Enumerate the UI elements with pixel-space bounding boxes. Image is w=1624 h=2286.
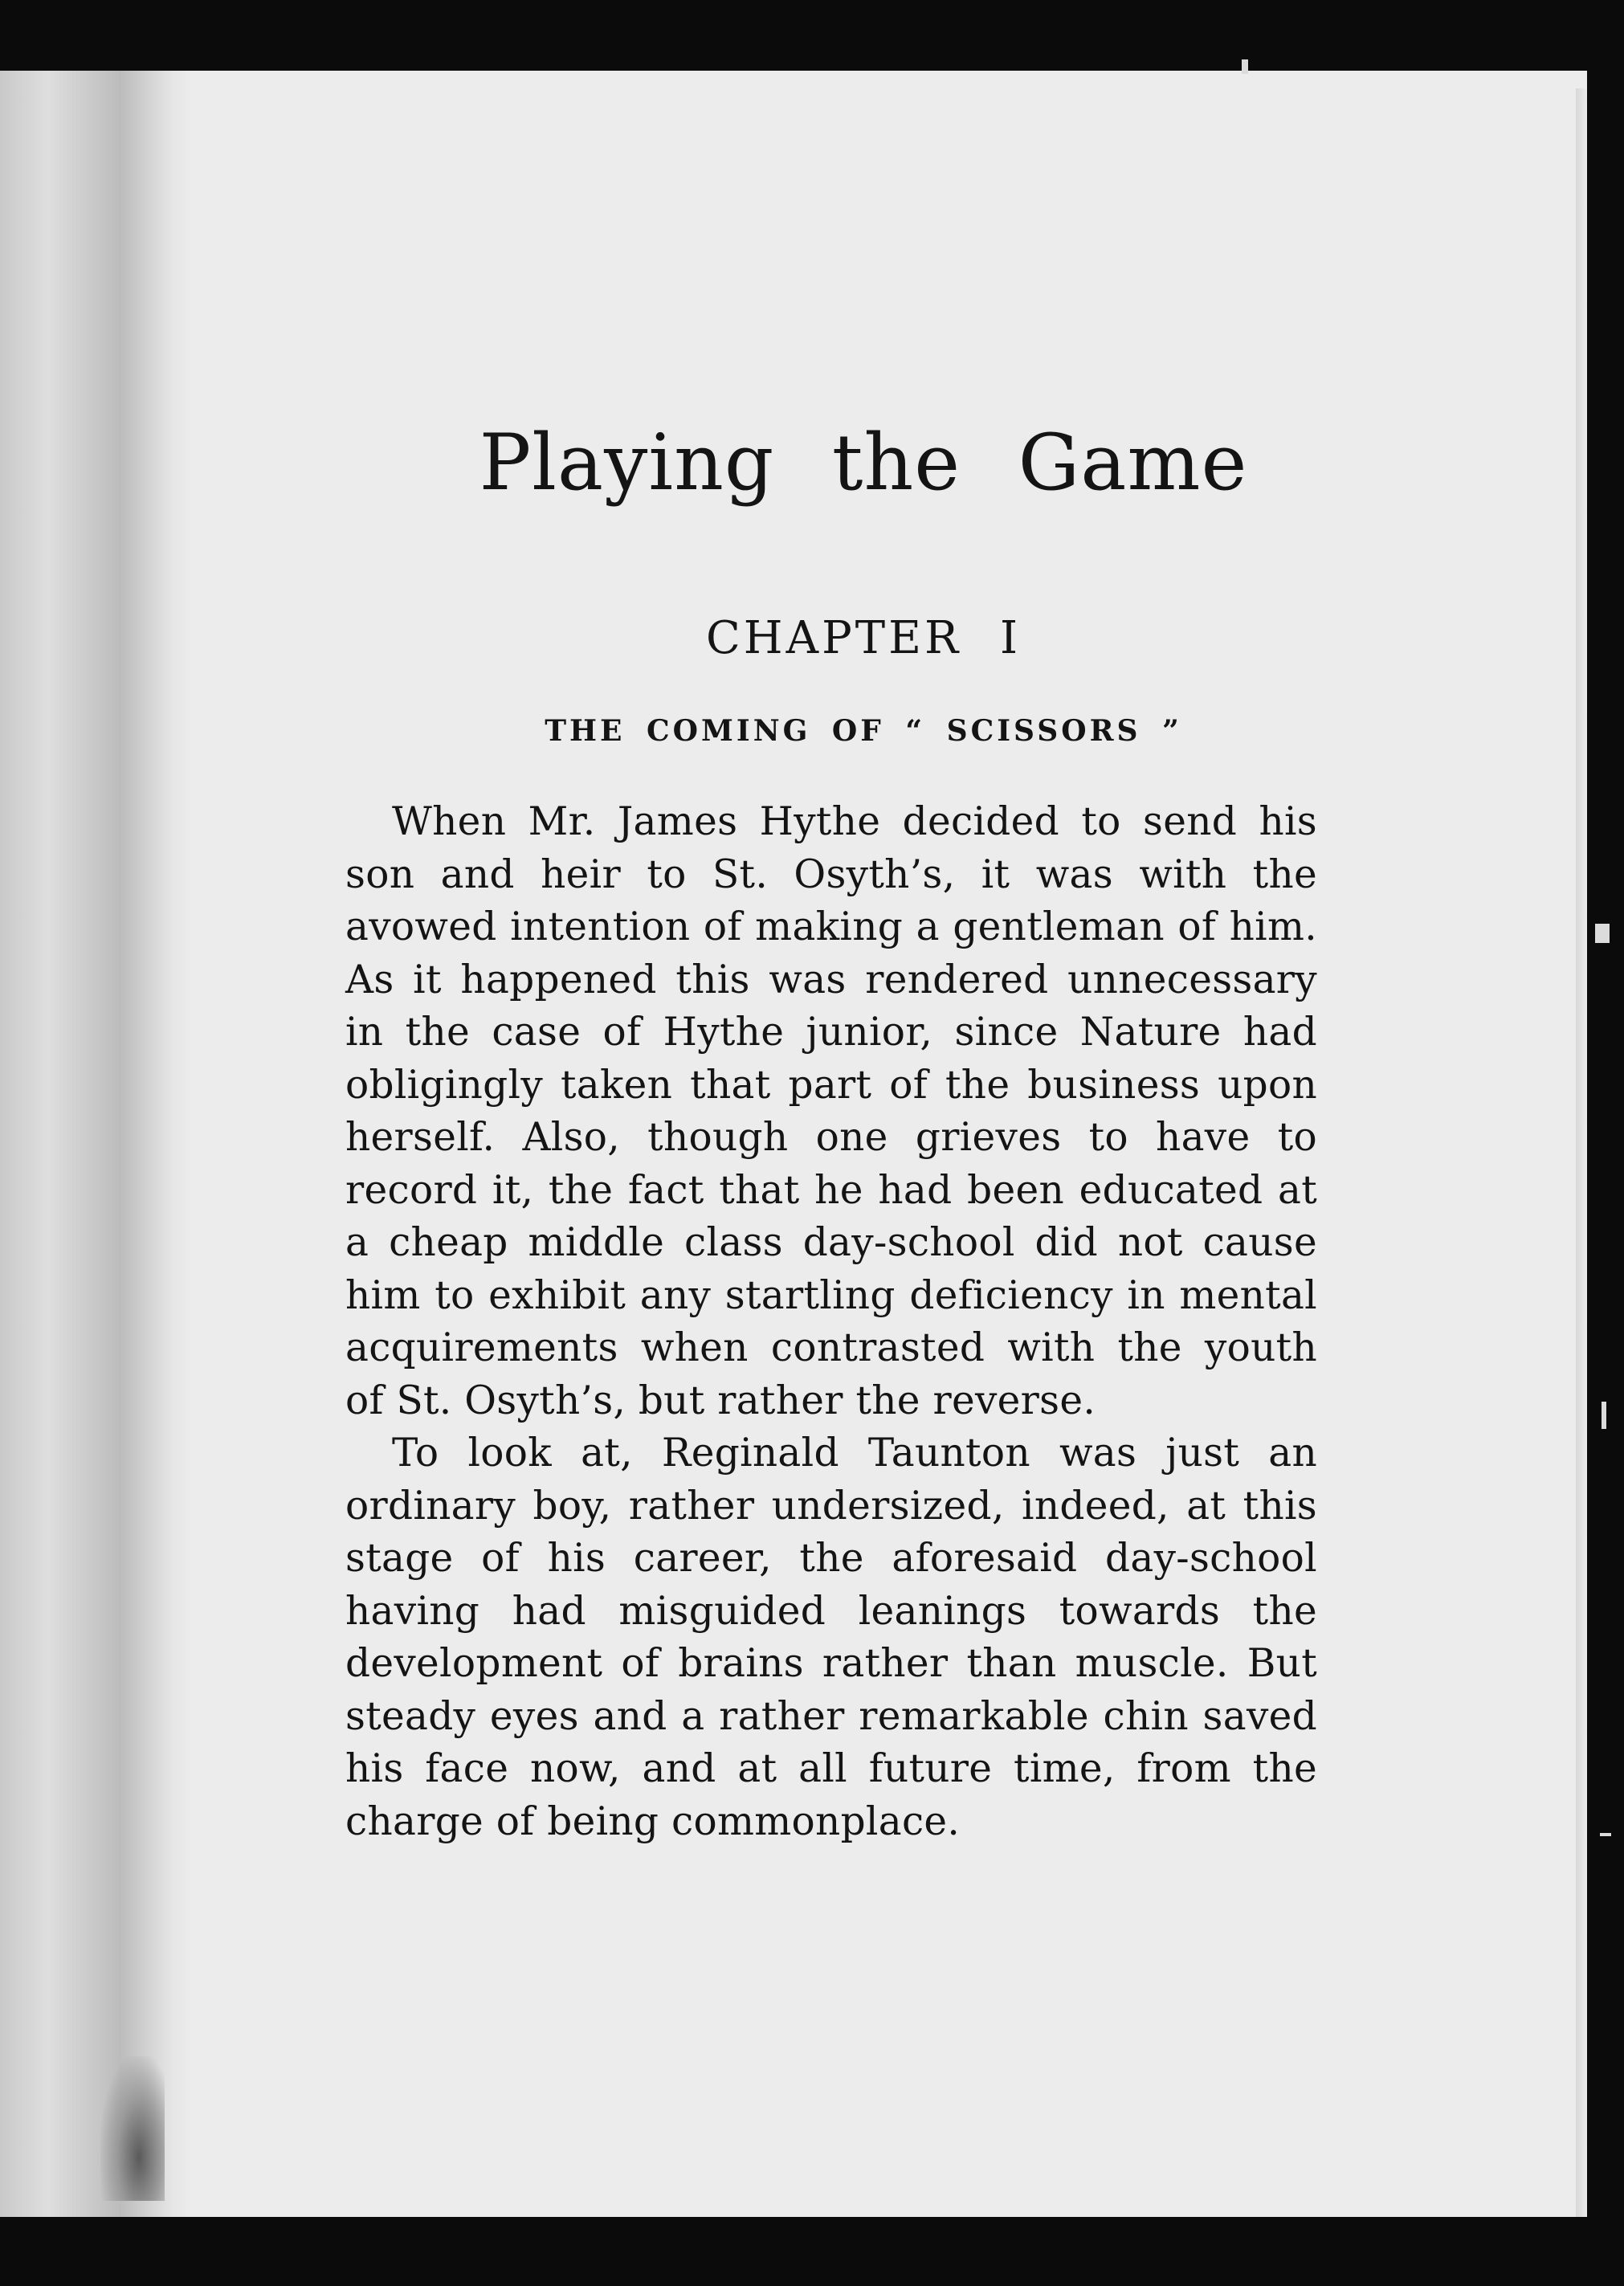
margin-speck — [1595, 924, 1610, 943]
chapter-heading: CHAPTER I — [705, 612, 1022, 664]
margin-speck — [1600, 1833, 1611, 1836]
gutter-smudge — [100, 2056, 165, 2201]
binding-gutter-shadow — [0, 71, 193, 2217]
margin-speck — [1242, 59, 1248, 74]
book-title: Playing the Game — [479, 418, 1248, 508]
chapter-subtitle: THE COMING OF “ SCISSORS ” — [545, 714, 1182, 748]
body-paragraph: When Mr. James Hythe decided to send his son and heir to St. Osyth’s, it was with the avowed intention of making a gentleman of him. As it happened this was rendered unnecessary in the case of Hythe junior, since Nature had obligingly taken that part of the business upon herself. Also, though one grieves to have to record it, the fact that he had been educated at a cheap middle class day-school did not cause him to exhibit any startling deficiency in mental acquirements when contrasted with the youth of St. Osyth’s, but rather the reverse. — [345, 799, 1317, 1423]
body-paragraph: To look at, Reginald Taunton was just an ordinary boy, rather undersized, indeed, at this stage of his career, the aforesaid day-school having had misguided leanings towards the development of brains rather than muscle. But steady eyes and a rather remarkable chin saved his face now, and at all future time, from the charge of being commonplace. — [345, 1431, 1317, 1844]
page-text — [345, 418, 1317, 1848]
page-edge — [1576, 88, 1587, 2217]
margin-speck — [1602, 1402, 1606, 1429]
